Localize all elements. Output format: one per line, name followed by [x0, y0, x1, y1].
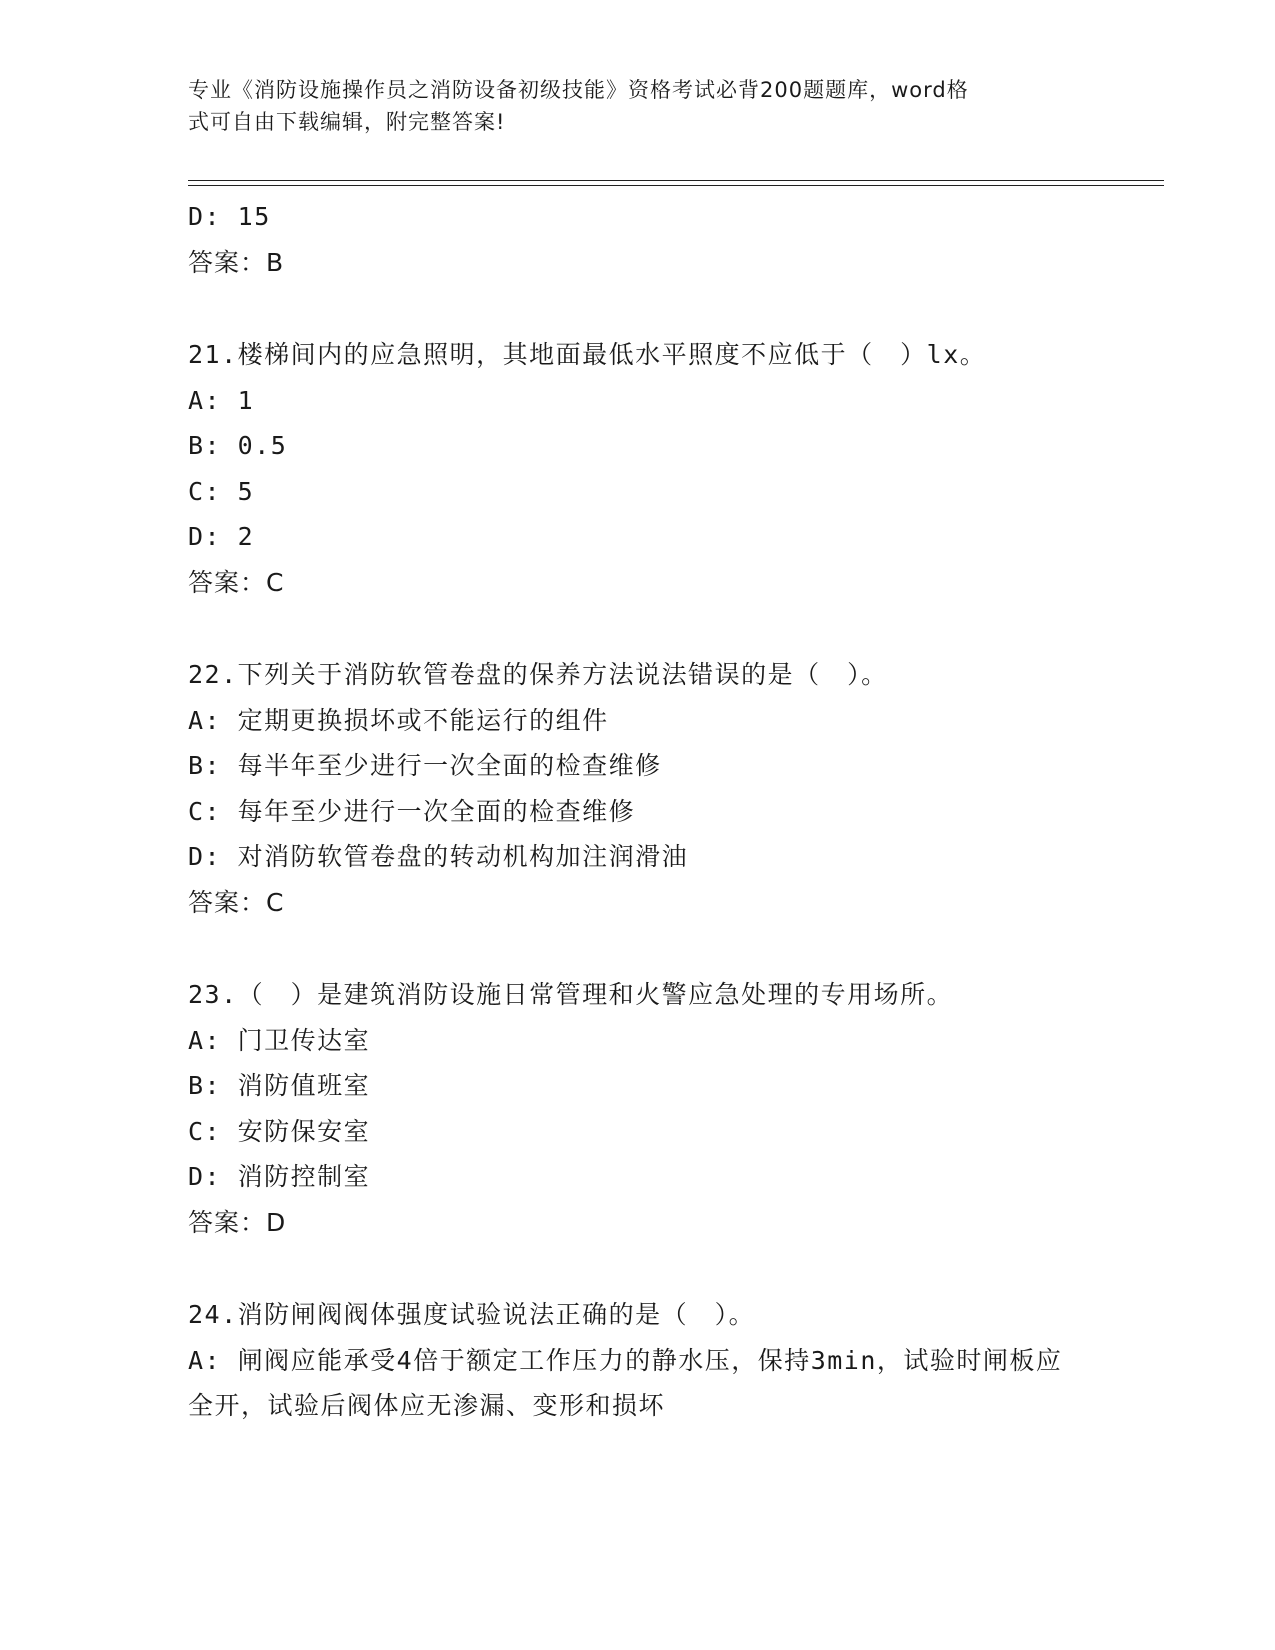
answer-line: 答案：C [188, 887, 285, 917]
spacer [188, 925, 1118, 972]
document-body [188, 194, 1118, 1429]
question-21 [188, 332, 1118, 605]
answer-line: 答案：C [188, 567, 285, 597]
option-b: B: 每半年至少进行一次全面的检查维修 [188, 751, 662, 780]
document-header [188, 74, 1068, 138]
header-divider-bottom [188, 185, 1164, 186]
option-b: B: 0.5 [188, 431, 288, 460]
answer-line: 答案：B [188, 247, 285, 277]
header-line-1: 专业《消防设施操作员之消防设备初级技能》资格考试必背200题题库，word格 [188, 78, 969, 102]
option-a: A: 门卫传达室 [188, 1025, 371, 1055]
previous-question-tail [188, 194, 1118, 285]
option-a: A: 闸阀应能承受4倍于额定工作压力的静水压，保持3min，试验时闸板应全开，试验后阀体应无渗漏、变形和损坏 [188, 1345, 1063, 1420]
question-text: 23.（ ）是建筑消防设施日常管理和火警应急处理的专用场所。 [188, 980, 954, 1009]
question-23 [188, 972, 1118, 1245]
option-d: D: 对消防软管卷盘的转动机构加注润滑油 [188, 842, 689, 871]
question-24 [188, 1292, 1118, 1429]
option-c: C: 每年至少进行一次全面的检查维修 [188, 796, 636, 826]
spacer [188, 285, 1118, 332]
option-d: D: 消防控制室 [188, 1162, 371, 1191]
option-a: A: 1 [188, 385, 255, 415]
spacer [188, 605, 1118, 652]
question-text: 22.下列关于消防软管卷盘的保养方法说法错误的是（ ）。 [188, 660, 888, 689]
answer-line: 答案：D [188, 1207, 287, 1237]
header-line-2: 式可自由下载编辑，附完整答案! [188, 110, 506, 134]
option-d: D: 15 [188, 202, 271, 231]
option-c: C: 安防保安室 [188, 1116, 371, 1146]
option-b: B: 消防值班室 [188, 1071, 371, 1100]
question-text: 24.消防闸阀阀体强度试验说法正确的是（ ）。 [188, 1300, 756, 1329]
question-text: 21.楼梯间内的应急照明，其地面最低水平照度不应低于（ ）lx。 [188, 340, 987, 369]
option-a: A: 定期更换损坏或不能运行的组件 [188, 705, 609, 735]
option-d: D: 2 [188, 522, 255, 551]
spacer [188, 1245, 1118, 1292]
header-divider-top [188, 180, 1164, 181]
option-c: C: 5 [188, 476, 255, 506]
question-22 [188, 652, 1118, 925]
